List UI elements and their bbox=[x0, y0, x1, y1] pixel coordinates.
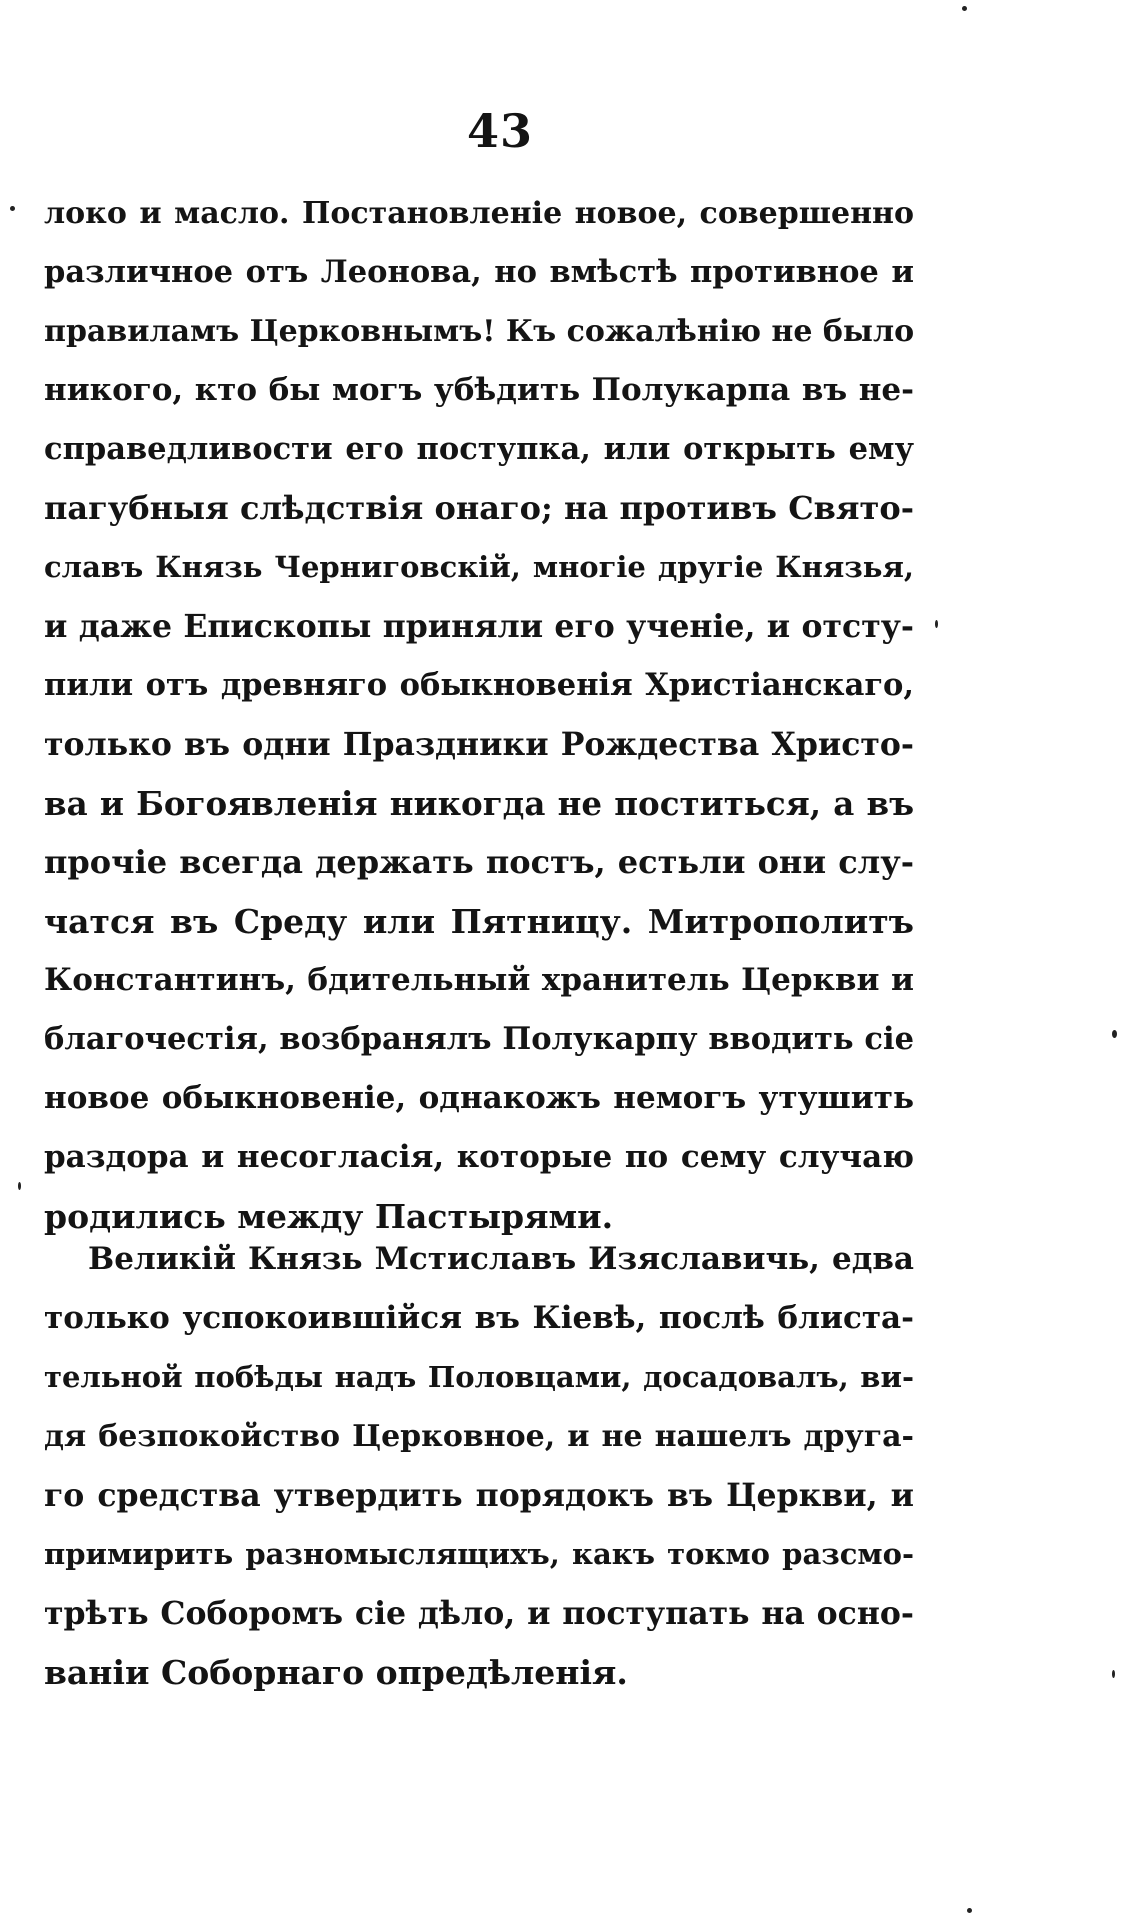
text-line: примирить разномыслящихъ, какъ токмо разсмо- bbox=[44, 1537, 914, 1571]
text-line: пагубныя слѣдствія онаго; на противъ Свято- bbox=[44, 489, 914, 527]
text-line: локо и масло. Постановленіе новое, совершенно bbox=[44, 196, 914, 231]
scan-speck bbox=[1112, 1670, 1115, 1678]
scan-speck bbox=[962, 6, 967, 11]
text-line: Константинъ, бдительный хранитель Церкви и bbox=[44, 962, 914, 998]
paragraph-1 bbox=[44, 184, 914, 1246]
text-line: трѣть Соборомъ сіе дѣло, и поступать на осно- bbox=[44, 1595, 914, 1632]
text-line: Великій Князь Мстиславъ Изяславичь, едва bbox=[88, 1241, 914, 1277]
text-line: ва и Богоявленія никогда не поститься, а въ bbox=[44, 784, 914, 823]
text-line: прочіе всегда держать постъ, естьли они слу- bbox=[44, 843, 914, 881]
text-line: различное отъ Леонова, но вмѣстѣ противное и bbox=[44, 254, 914, 290]
scan-speck bbox=[10, 206, 15, 211]
scan-speck bbox=[18, 1182, 21, 1190]
page-number: 43 bbox=[466, 104, 533, 158]
scan-speck bbox=[935, 620, 938, 628]
text-line: раздора и несогласія, которые по сему случаю bbox=[44, 1139, 914, 1175]
text-line: новое обыкновеніе, однакожъ немогъ утушить bbox=[44, 1080, 914, 1116]
text-line: го средства утвердить порядокъ въ Церкви, и bbox=[44, 1477, 914, 1514]
text-line: никого, кто бы могъ убѣдить Полукарпа въ не- bbox=[44, 372, 914, 408]
text-line: только успокоившійся въ Кіевѣ, послѣ блиста- bbox=[44, 1300, 914, 1336]
text-line: тельной побѣды надъ Половцами, досадовалъ, ви- bbox=[44, 1360, 914, 1394]
text-line: только въ одни Праздники Рождества Христо- bbox=[44, 726, 914, 763]
text-line: родились между Пастырями. bbox=[44, 1197, 614, 1236]
text-line: славъ Князь Черниговскій, многіе другіе Князья, bbox=[44, 550, 914, 584]
text-line: чатся въ Среду или Пятницу. Митрополитъ bbox=[44, 902, 914, 941]
text-line: пили отъ древняго обыкновенія Христіанскаго, bbox=[44, 667, 914, 703]
paragraph-2 bbox=[44, 1230, 914, 1702]
text-line: благочестія, возбранялъ Полукарпу вводить сіе bbox=[44, 1021, 914, 1057]
text-line: и даже Епископы приняли его ученіе, и отсту- bbox=[44, 608, 914, 645]
text-line: дя безпокойство Церковное, и не нашелъ друга- bbox=[44, 1419, 914, 1454]
text-line: ваніи Соборнаго опредѣленія. bbox=[44, 1653, 628, 1692]
scan-speck bbox=[967, 1908, 972, 1913]
text-line: справедливости его поступка, или открыть ему bbox=[44, 431, 914, 467]
scan-speck bbox=[1112, 1030, 1117, 1038]
text-line: правиламъ Церковнымъ! Къ сожалѣнію не было bbox=[44, 314, 915, 349]
